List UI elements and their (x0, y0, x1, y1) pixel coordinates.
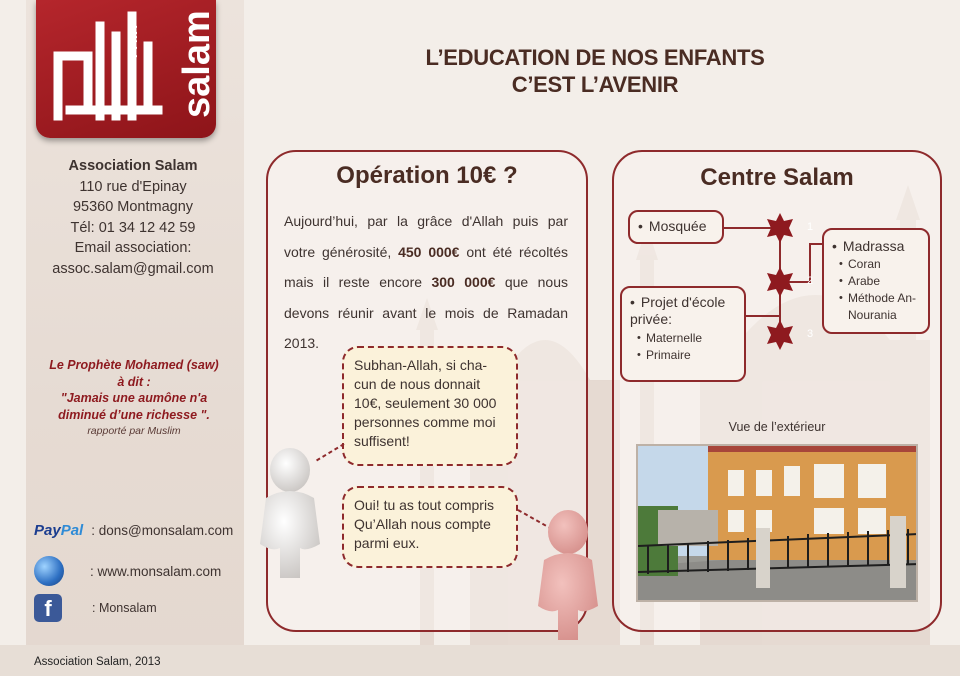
quote-line-4: diminué d’une richesse ". (58, 407, 210, 422)
madrassa-item: • Coran (848, 256, 920, 273)
step-marker-1: 1 (765, 213, 795, 243)
paypal-contact[interactable] (34, 522, 244, 539)
star-icon (765, 267, 795, 297)
photo-caption: Vue de l’extérieur (728, 420, 826, 434)
heading-line-2: C’EST L’AVENIR (511, 72, 679, 97)
quote-line-3: "Jamais une aumône n'a (60, 391, 208, 405)
ecole-list (630, 330, 736, 364)
star-icon (765, 213, 795, 243)
mosquee-label: • Mosquée (638, 218, 707, 234)
madrassa-list (832, 256, 920, 324)
madrassa-item: • Méthode An-Nourania (848, 290, 920, 324)
building-illustration (638, 446, 918, 602)
quote-line-2: à dit : (117, 374, 151, 389)
madrassa-item: • Arabe (848, 273, 920, 290)
quote-source: rapporté par Muslim (87, 425, 181, 437)
hadith-quote (36, 357, 232, 440)
node-ecole (620, 286, 746, 382)
pink-person-figure (528, 506, 608, 646)
web-contact[interactable] (34, 556, 244, 586)
quote-line-1: Le Prophète Mohamed (saw) (49, 358, 219, 372)
centre-title: Centre Salam (700, 164, 854, 191)
footer-copyright: Association Salam, 2013 (34, 656, 161, 668)
operation-text: Aujourd’hui, par la grâce d'Allah puis par votre générosité, 450 000€ ont été récoltés mais il reste encore 300 000€ que nous devons réunir avant le mois de Ramadan 2013. (284, 213, 568, 351)
address-line-1: 110 rue d'Epinay (79, 178, 187, 195)
website-link[interactable]: : www.monsalam.com (90, 563, 222, 579)
amount-collected: 450 000€ (398, 243, 460, 260)
operation-title: Opération 10€ ? (336, 162, 518, 189)
logo-salam-text: salam (176, 10, 218, 118)
step-marker-3: 3 (765, 320, 795, 350)
logo-paix-text: PAIX (125, 24, 140, 58)
heading-line-1: L’EDUCATION DE NOS ENFANTS (425, 45, 765, 70)
address-line-2: 95360 Montmagny (72, 199, 194, 215)
main-heading (360, 44, 830, 98)
paypal-email[interactable]: : dons@monsalam.com (91, 523, 234, 538)
salam-logo (36, 0, 216, 138)
facebook-icon: f (34, 594, 62, 622)
paypal-icon: PayPal (34, 522, 84, 539)
arabic-calligraphy-logo (48, 6, 168, 126)
email-label: Email association: (74, 240, 192, 256)
speech-bubble-1: Subhan-Allah, si cha-cun de nous donnait 10€, seulement 30 000 personnes comme moi suffisent! (342, 346, 518, 466)
building-exterior-photo (636, 444, 918, 602)
phone: Tél: 01 34 12 42 59 (70, 219, 196, 236)
facebook-contact[interactable] (34, 594, 244, 622)
amount-remaining: 300 000€ (431, 274, 496, 290)
email-link[interactable]: assoc.salam@gmail.com (52, 260, 214, 277)
association-info (30, 156, 236, 279)
star-icon (765, 320, 795, 350)
step-marker-2: 2 (765, 267, 795, 297)
ecole-item: • Primaire (646, 347, 736, 364)
globe-icon (34, 556, 64, 586)
ecole-label: • Projet d'école privée: (630, 294, 736, 328)
white-person-figure (250, 444, 330, 584)
ecole-item: • Maternelle (646, 330, 736, 347)
association-name: Association Salam (68, 158, 198, 174)
speech-bubble-2: Oui! tu as tout compris Qu’Allah nous compte parmi eux. (342, 486, 518, 568)
facebook-page-link[interactable]: : Monsalam (92, 601, 157, 615)
madrassa-label: • Madrassa (832, 238, 920, 254)
node-mosquee (628, 210, 724, 244)
node-madrassa (822, 228, 930, 334)
